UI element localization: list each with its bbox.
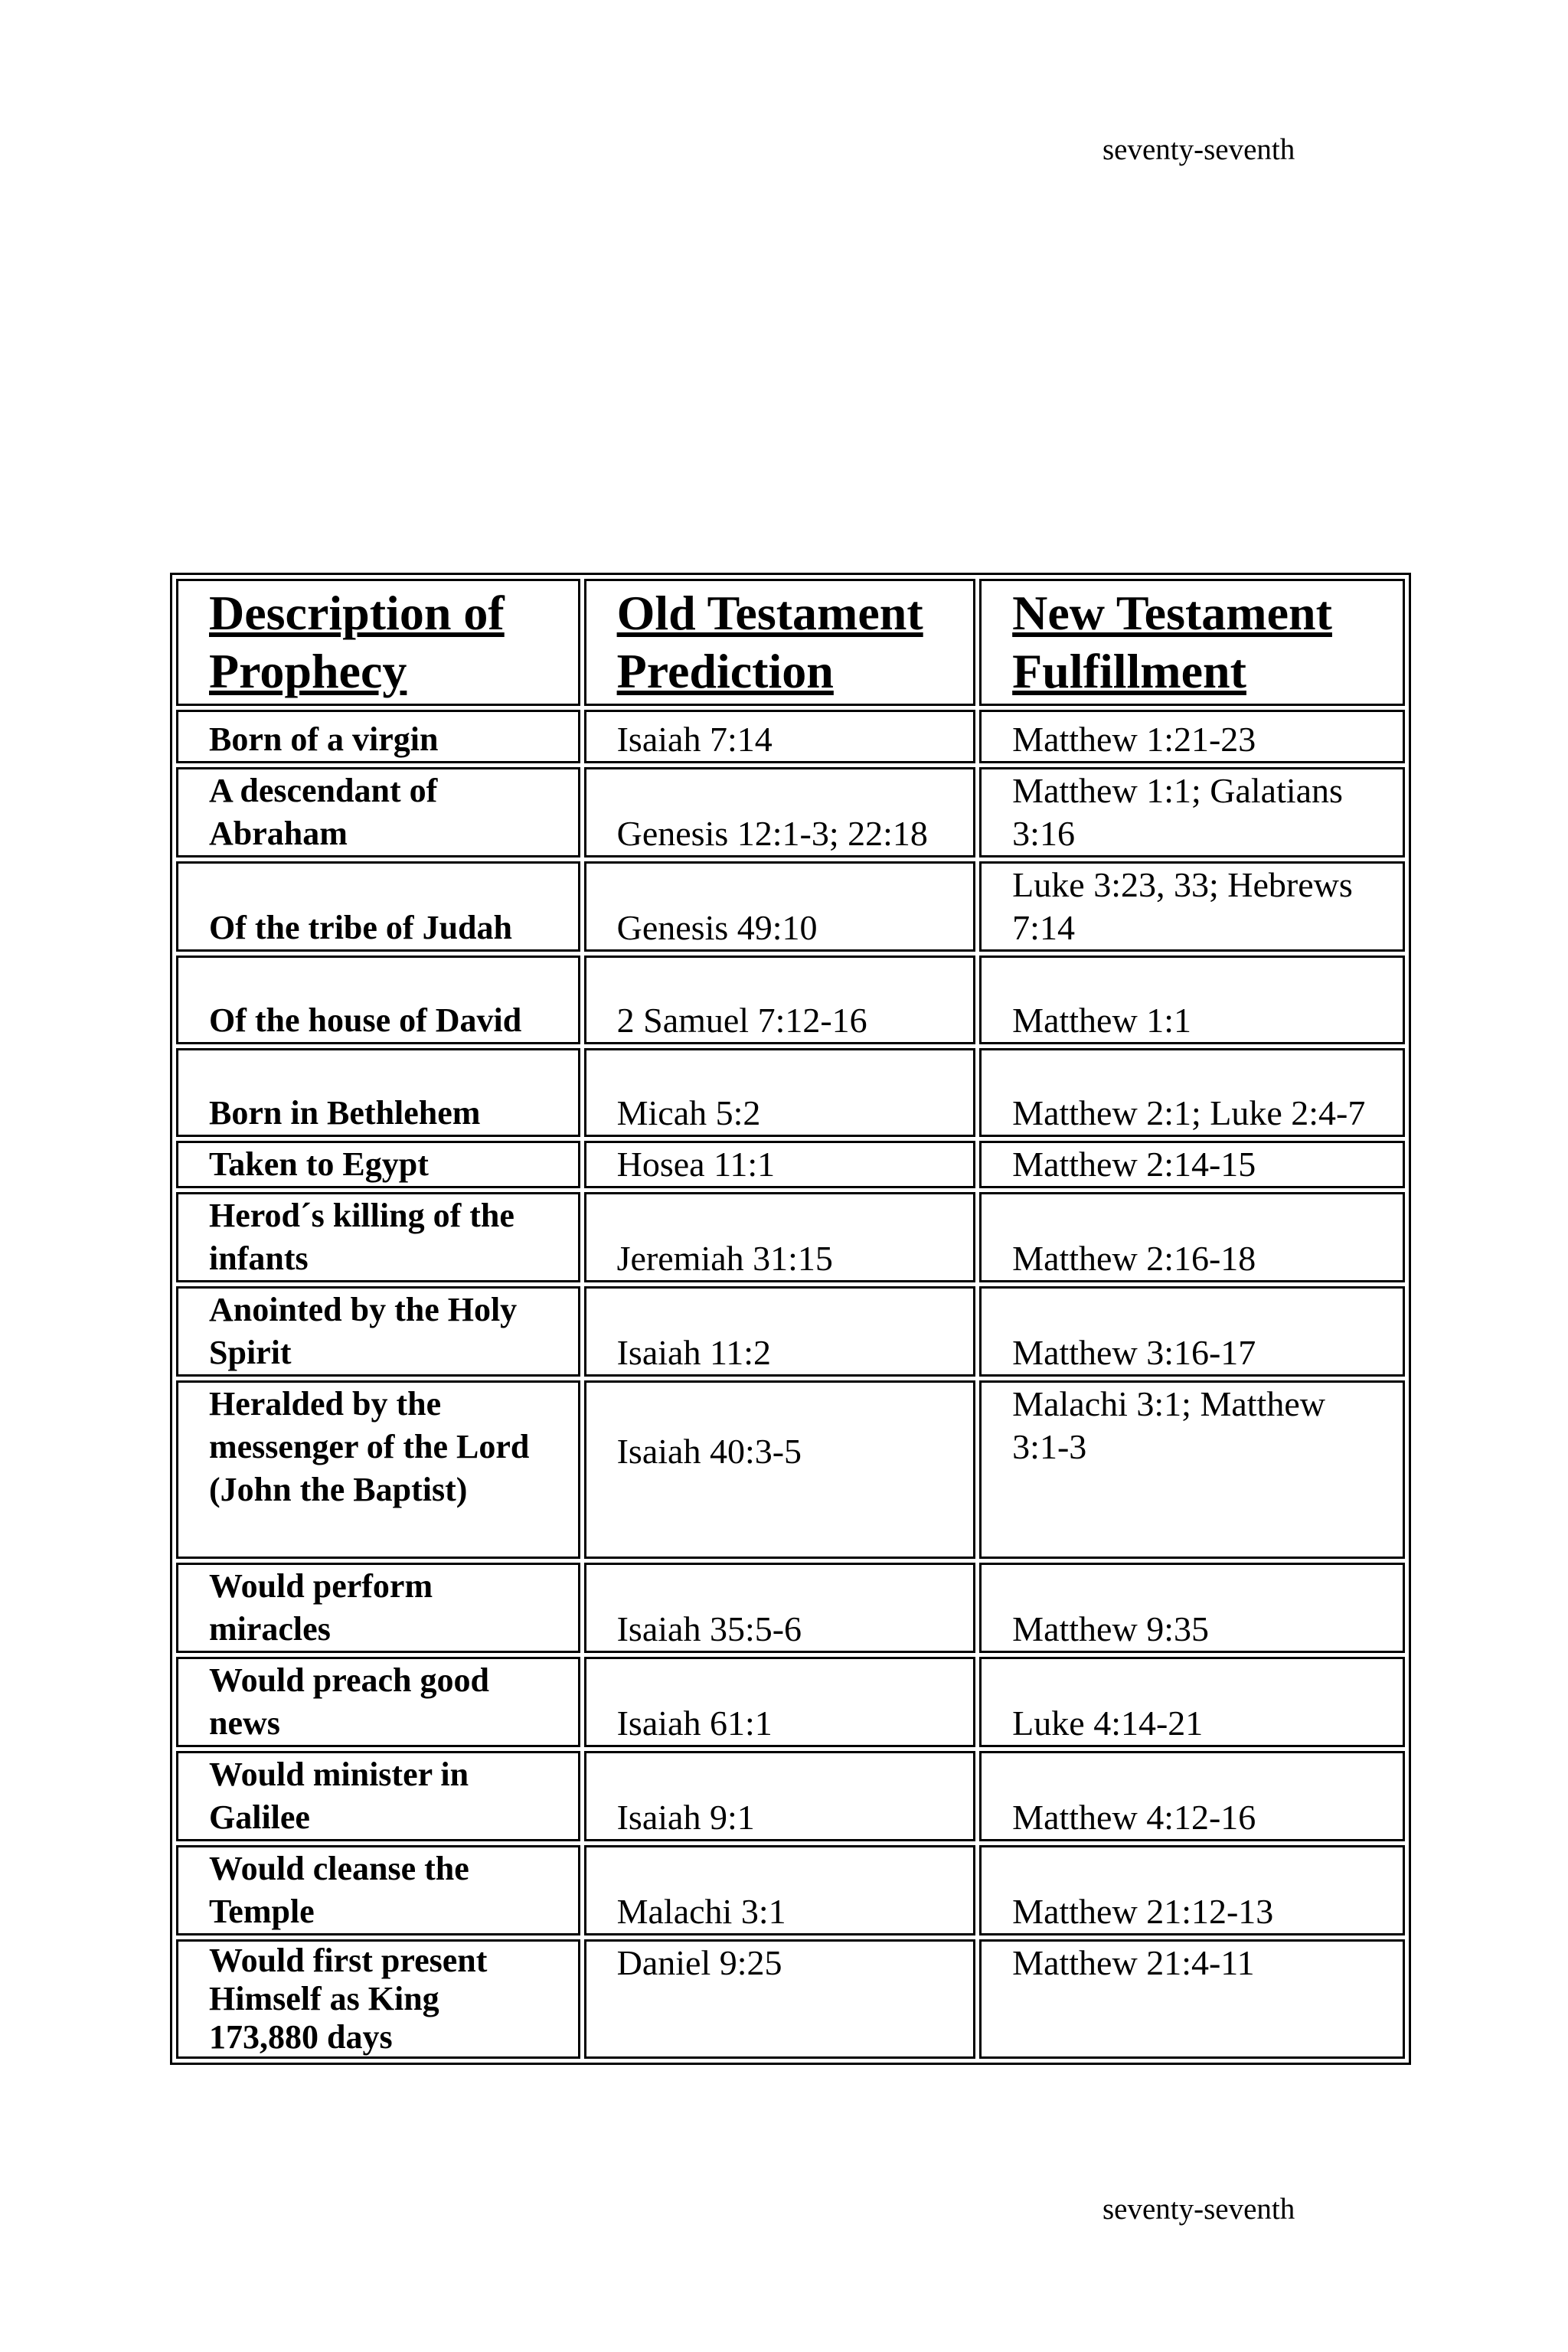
cell-new-testament: Matthew 3:16-17 — [979, 1286, 1405, 1377]
table-row — [176, 1939, 1405, 2059]
cell-old-testament: Isaiah 40:3-5 — [584, 1380, 976, 1559]
table-header-row — [176, 579, 1405, 706]
cell-old-testament: Isaiah 9:1 — [584, 1751, 976, 1841]
cell-description: Would preach good news — [176, 1657, 580, 1747]
table-row — [176, 1286, 1405, 1377]
cell-new-testament: Luke 3:23, 33; Hebrews 7:14 — [979, 861, 1405, 952]
cell-old-testament: Genesis 12:1-3; 22:18 — [584, 767, 976, 858]
page-label-header: seventy-seventh — [1102, 133, 1295, 166]
table-row — [176, 767, 1405, 858]
cell-description: Would cleanse the Temple — [176, 1845, 580, 1936]
cell-old-testament: 2 Samuel 7:12-16 — [584, 956, 976, 1044]
cell-old-testament: Isaiah 7:14 — [584, 710, 976, 763]
cell-new-testament: Matthew 1:1; Galatians 3:16 — [979, 767, 1405, 858]
table-row — [176, 710, 1405, 763]
cell-new-testament: Matthew 21:4-11 — [979, 1939, 1405, 2059]
table-row — [176, 956, 1405, 1044]
header-description: Description of Prophecy — [176, 579, 580, 706]
prophecy-table — [170, 573, 1411, 2065]
table-row — [176, 1048, 1405, 1137]
cell-description: A descendant of Abraham — [176, 767, 580, 858]
cell-new-testament: Matthew 2:16-18 — [979, 1192, 1405, 1282]
cell-old-testament: Jeremiah 31:15 — [584, 1192, 976, 1282]
cell-description: Of the house of David — [176, 956, 580, 1044]
cell-description: Anointed by the Holy Spirit — [176, 1286, 580, 1377]
cell-new-testament: Matthew 9:35 — [979, 1563, 1405, 1653]
cell-old-testament: Isaiah 35:5-6 — [584, 1563, 976, 1653]
table-row — [176, 1845, 1405, 1936]
cell-description: Born of a virgin — [176, 710, 580, 763]
cell-new-testament: Matthew 1:21-23 — [979, 710, 1405, 763]
table-row — [176, 1192, 1405, 1282]
table-row — [176, 861, 1405, 952]
cell-new-testament: Luke 4:14-21 — [979, 1657, 1405, 1747]
cell-new-testament: Matthew 2:14-15 — [979, 1141, 1405, 1188]
cell-new-testament: Matthew 1:1 — [979, 956, 1405, 1044]
cell-old-testament: Malachi 3:1 — [584, 1845, 976, 1936]
cell-new-testament: Matthew 2:1; Luke 2:4-7 — [979, 1048, 1405, 1137]
cell-old-testament: Genesis 49:10 — [584, 861, 976, 952]
cell-description: Heralded by the messenger of the Lord (John the Baptist) — [176, 1380, 580, 1559]
table-row — [176, 1380, 1405, 1559]
cell-description: Would perform miracles — [176, 1563, 580, 1653]
cell-new-testament: Matthew 21:12-13 — [979, 1845, 1405, 1936]
cell-old-testament: Isaiah 61:1 — [584, 1657, 976, 1747]
cell-description: Of the tribe of Judah — [176, 861, 580, 952]
cell-old-testament: Hosea 11:1 — [584, 1141, 976, 1188]
cell-description: Herod´s killing of the infants — [176, 1192, 580, 1282]
cell-new-testament: Matthew 4:12-16 — [979, 1751, 1405, 1841]
table-row — [176, 1563, 1405, 1653]
cell-description: Taken to Egypt — [176, 1141, 580, 1188]
cell-old-testament: Daniel 9:25 — [584, 1939, 976, 2059]
cell-description: Would minister in Galilee — [176, 1751, 580, 1841]
cell-old-testament: Micah 5:2 — [584, 1048, 976, 1137]
header-old-testament: Old Testament Prediction — [584, 579, 976, 706]
page-label-footer: seventy-seventh — [1102, 2193, 1295, 2226]
cell-old-testament: Isaiah 11:2 — [584, 1286, 976, 1377]
cell-description: Would first present Himself as King 173,880 days — [176, 1939, 580, 2059]
cell-description: Born in Bethlehem — [176, 1048, 580, 1137]
table-row — [176, 1751, 1405, 1841]
table-row — [176, 1657, 1405, 1747]
header-new-testament: New Testament Fulfillment — [979, 579, 1405, 706]
table-row — [176, 1141, 1405, 1188]
cell-new-testament: Malachi 3:1; Matthew 3:1-3 — [979, 1380, 1405, 1559]
